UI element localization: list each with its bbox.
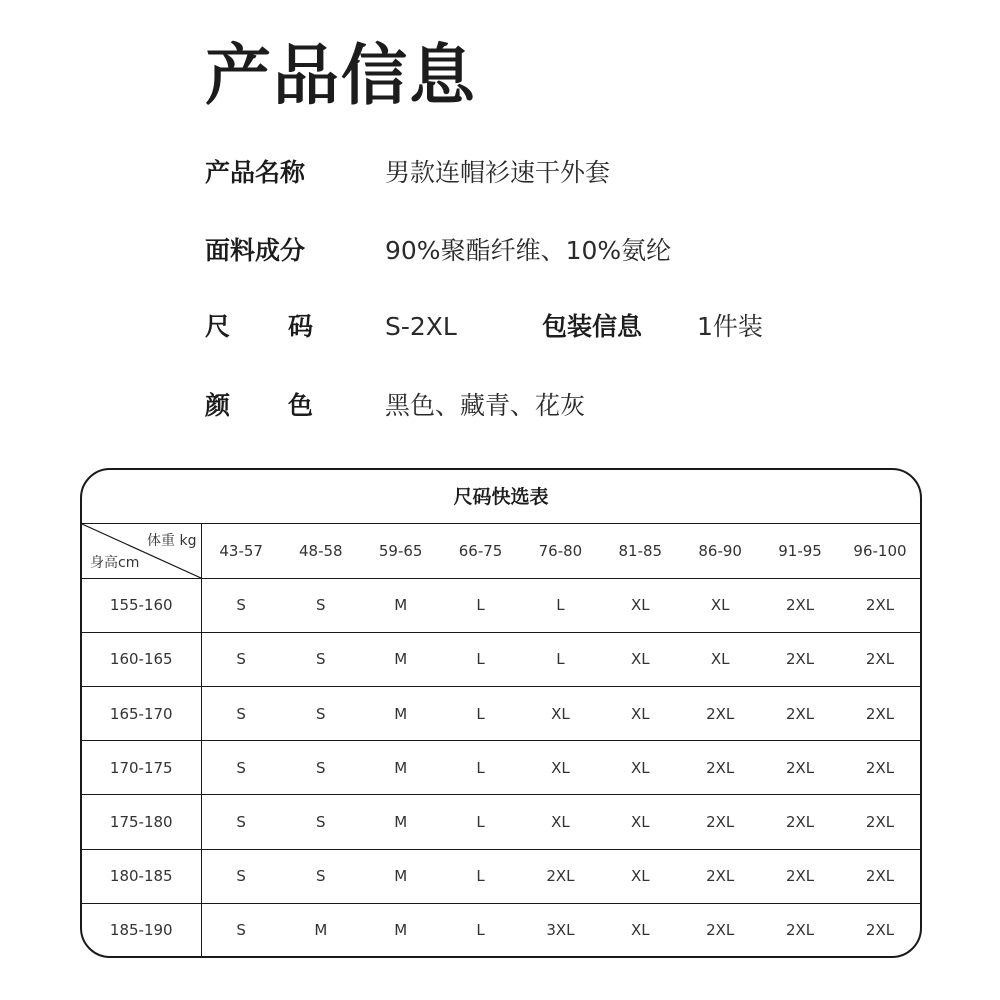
size-cell: 2XL	[840, 578, 920, 632]
size-chart-row	[82, 795, 920, 849]
color-label	[205, 389, 313, 423]
size-cell: XL	[600, 795, 680, 849]
size-cell: S	[201, 849, 281, 903]
weight-range-header: 81-85	[600, 524, 680, 578]
size-cell: L	[441, 795, 521, 849]
height-range-cell: 165-170	[82, 686, 201, 740]
size-cell: 2XL	[706, 920, 735, 939]
weight-axis-label: 体重 kg	[147, 533, 197, 549]
weight-range-header: 48-58	[281, 524, 361, 578]
size-cell: L	[441, 849, 521, 903]
height-range-cell: 160-165	[82, 632, 201, 686]
size-cell: S	[201, 686, 281, 740]
size-cell: S	[281, 686, 361, 740]
size-cell: XL	[630, 920, 650, 939]
size-cell: 2XL	[760, 849, 840, 903]
size-label	[205, 310, 313, 344]
size-cell: 2XL	[680, 849, 760, 903]
size-cell: 2XL	[840, 795, 920, 849]
color-value: 黑色、藏青、花灰	[385, 391, 586, 420]
height-range-cell: 170-175	[82, 741, 201, 795]
size-label-char-2: 码	[287, 312, 313, 341]
size-cell: L	[521, 578, 601, 632]
weight-range-header: 59-65	[361, 524, 441, 578]
weight-range-header: 43-57	[201, 524, 281, 578]
size-chart-row	[82, 686, 920, 740]
size-cell: XL	[680, 578, 760, 632]
size-cell: XL	[600, 686, 680, 740]
size-cell: S	[236, 920, 246, 939]
size-cell: 2XL	[840, 686, 920, 740]
size-cell: S	[201, 795, 281, 849]
weight-range-header: 86-90	[680, 524, 760, 578]
size-cell: XL	[521, 741, 601, 795]
page-title: 产品信息	[205, 37, 477, 114]
size-cell: S	[201, 578, 281, 632]
fabric-label: 面料成分	[205, 236, 306, 265]
size-cell: M	[361, 849, 441, 903]
size-cell: M	[361, 795, 441, 849]
size-cell: XL	[600, 849, 680, 903]
size-cell: L	[441, 741, 521, 795]
size-cell: S	[281, 578, 361, 632]
size-chart-row	[82, 903, 920, 956]
size-cell: 2XL	[865, 920, 895, 939]
size-cell: 2XL	[760, 578, 840, 632]
product-name-value: 男款连帽衫速干外套	[385, 158, 611, 187]
size-cell: L	[476, 920, 485, 939]
size-cell: L	[441, 686, 521, 740]
size-chart-row	[82, 578, 920, 632]
fabric-value: 90%聚酯纤维、10%氨纶	[385, 236, 672, 265]
size-cell: S	[281, 795, 361, 849]
size-cell: S	[281, 741, 361, 795]
size-cell: XL	[521, 686, 601, 740]
size-cell: XL	[600, 741, 680, 795]
size-chart-row	[82, 632, 920, 686]
height-range-cell: 185-190	[82, 903, 201, 956]
weight-range-header: 66-75	[441, 524, 521, 578]
size-cell: M	[361, 578, 441, 632]
size-cell: XL	[600, 578, 680, 632]
size-cell: XL	[521, 795, 601, 849]
size-chart-corner	[82, 524, 201, 578]
size-cell: S	[201, 741, 281, 795]
height-range-cell: 180-185	[82, 849, 201, 903]
size-cell: S	[281, 632, 361, 686]
size-cell: L	[441, 578, 521, 632]
size-value: S-2XL	[385, 312, 457, 341]
weight-range-header: 76-80	[521, 524, 601, 578]
product-name-label: 产品名称	[205, 158, 306, 187]
size-cell: 2XL	[840, 849, 920, 903]
size-chart-row	[82, 849, 920, 903]
size-cell: S	[281, 849, 361, 903]
size-chart-body	[82, 578, 920, 956]
size-chart-card	[80, 468, 922, 958]
pack-label: 包装信息	[542, 312, 643, 341]
size-label-char-1: 尺	[205, 312, 231, 341]
size-chart-row	[82, 741, 920, 795]
size-cell: M	[361, 741, 441, 795]
size-cell: L	[521, 632, 601, 686]
color-label-char-2: 色	[287, 391, 313, 420]
size-cell: 2XL	[840, 741, 920, 795]
size-cell: XL	[680, 632, 760, 686]
size-chart-header-row	[82, 524, 920, 578]
height-range-cell: 155-160	[82, 578, 201, 632]
size-cell: 2XL	[760, 632, 840, 686]
weight-range-header: 96-100	[840, 524, 920, 578]
size-chart-title: 尺码快选表	[82, 470, 920, 524]
size-cell: XL	[600, 632, 680, 686]
size-cell: 2XL	[760, 795, 840, 849]
color-label-char-1: 颜	[205, 391, 231, 420]
size-cell: 2XL	[760, 741, 840, 795]
size-cell: M	[394, 920, 408, 939]
height-axis-label: 身高cm	[90, 554, 140, 571]
size-cell: 2XL	[840, 632, 920, 686]
size-cell: 2XL	[760, 686, 840, 740]
size-cell: S	[201, 632, 281, 686]
size-cell: L	[441, 632, 521, 686]
size-cell: 2XL	[785, 920, 815, 939]
weight-range-header: 91-95	[760, 524, 840, 578]
size-cell: 2XL	[680, 686, 760, 740]
size-cell: 2XL	[680, 741, 760, 795]
size-cell: M	[314, 920, 328, 939]
size-cell: M	[361, 686, 441, 740]
size-chart-table	[82, 524, 920, 956]
height-range-cell: 175-180	[82, 795, 201, 849]
size-cell: 2XL	[680, 795, 760, 849]
pack-value: 1件装	[697, 312, 763, 341]
size-cell: M	[361, 632, 441, 686]
size-cell: 3XL	[546, 920, 575, 939]
size-cell: 2XL	[521, 849, 601, 903]
